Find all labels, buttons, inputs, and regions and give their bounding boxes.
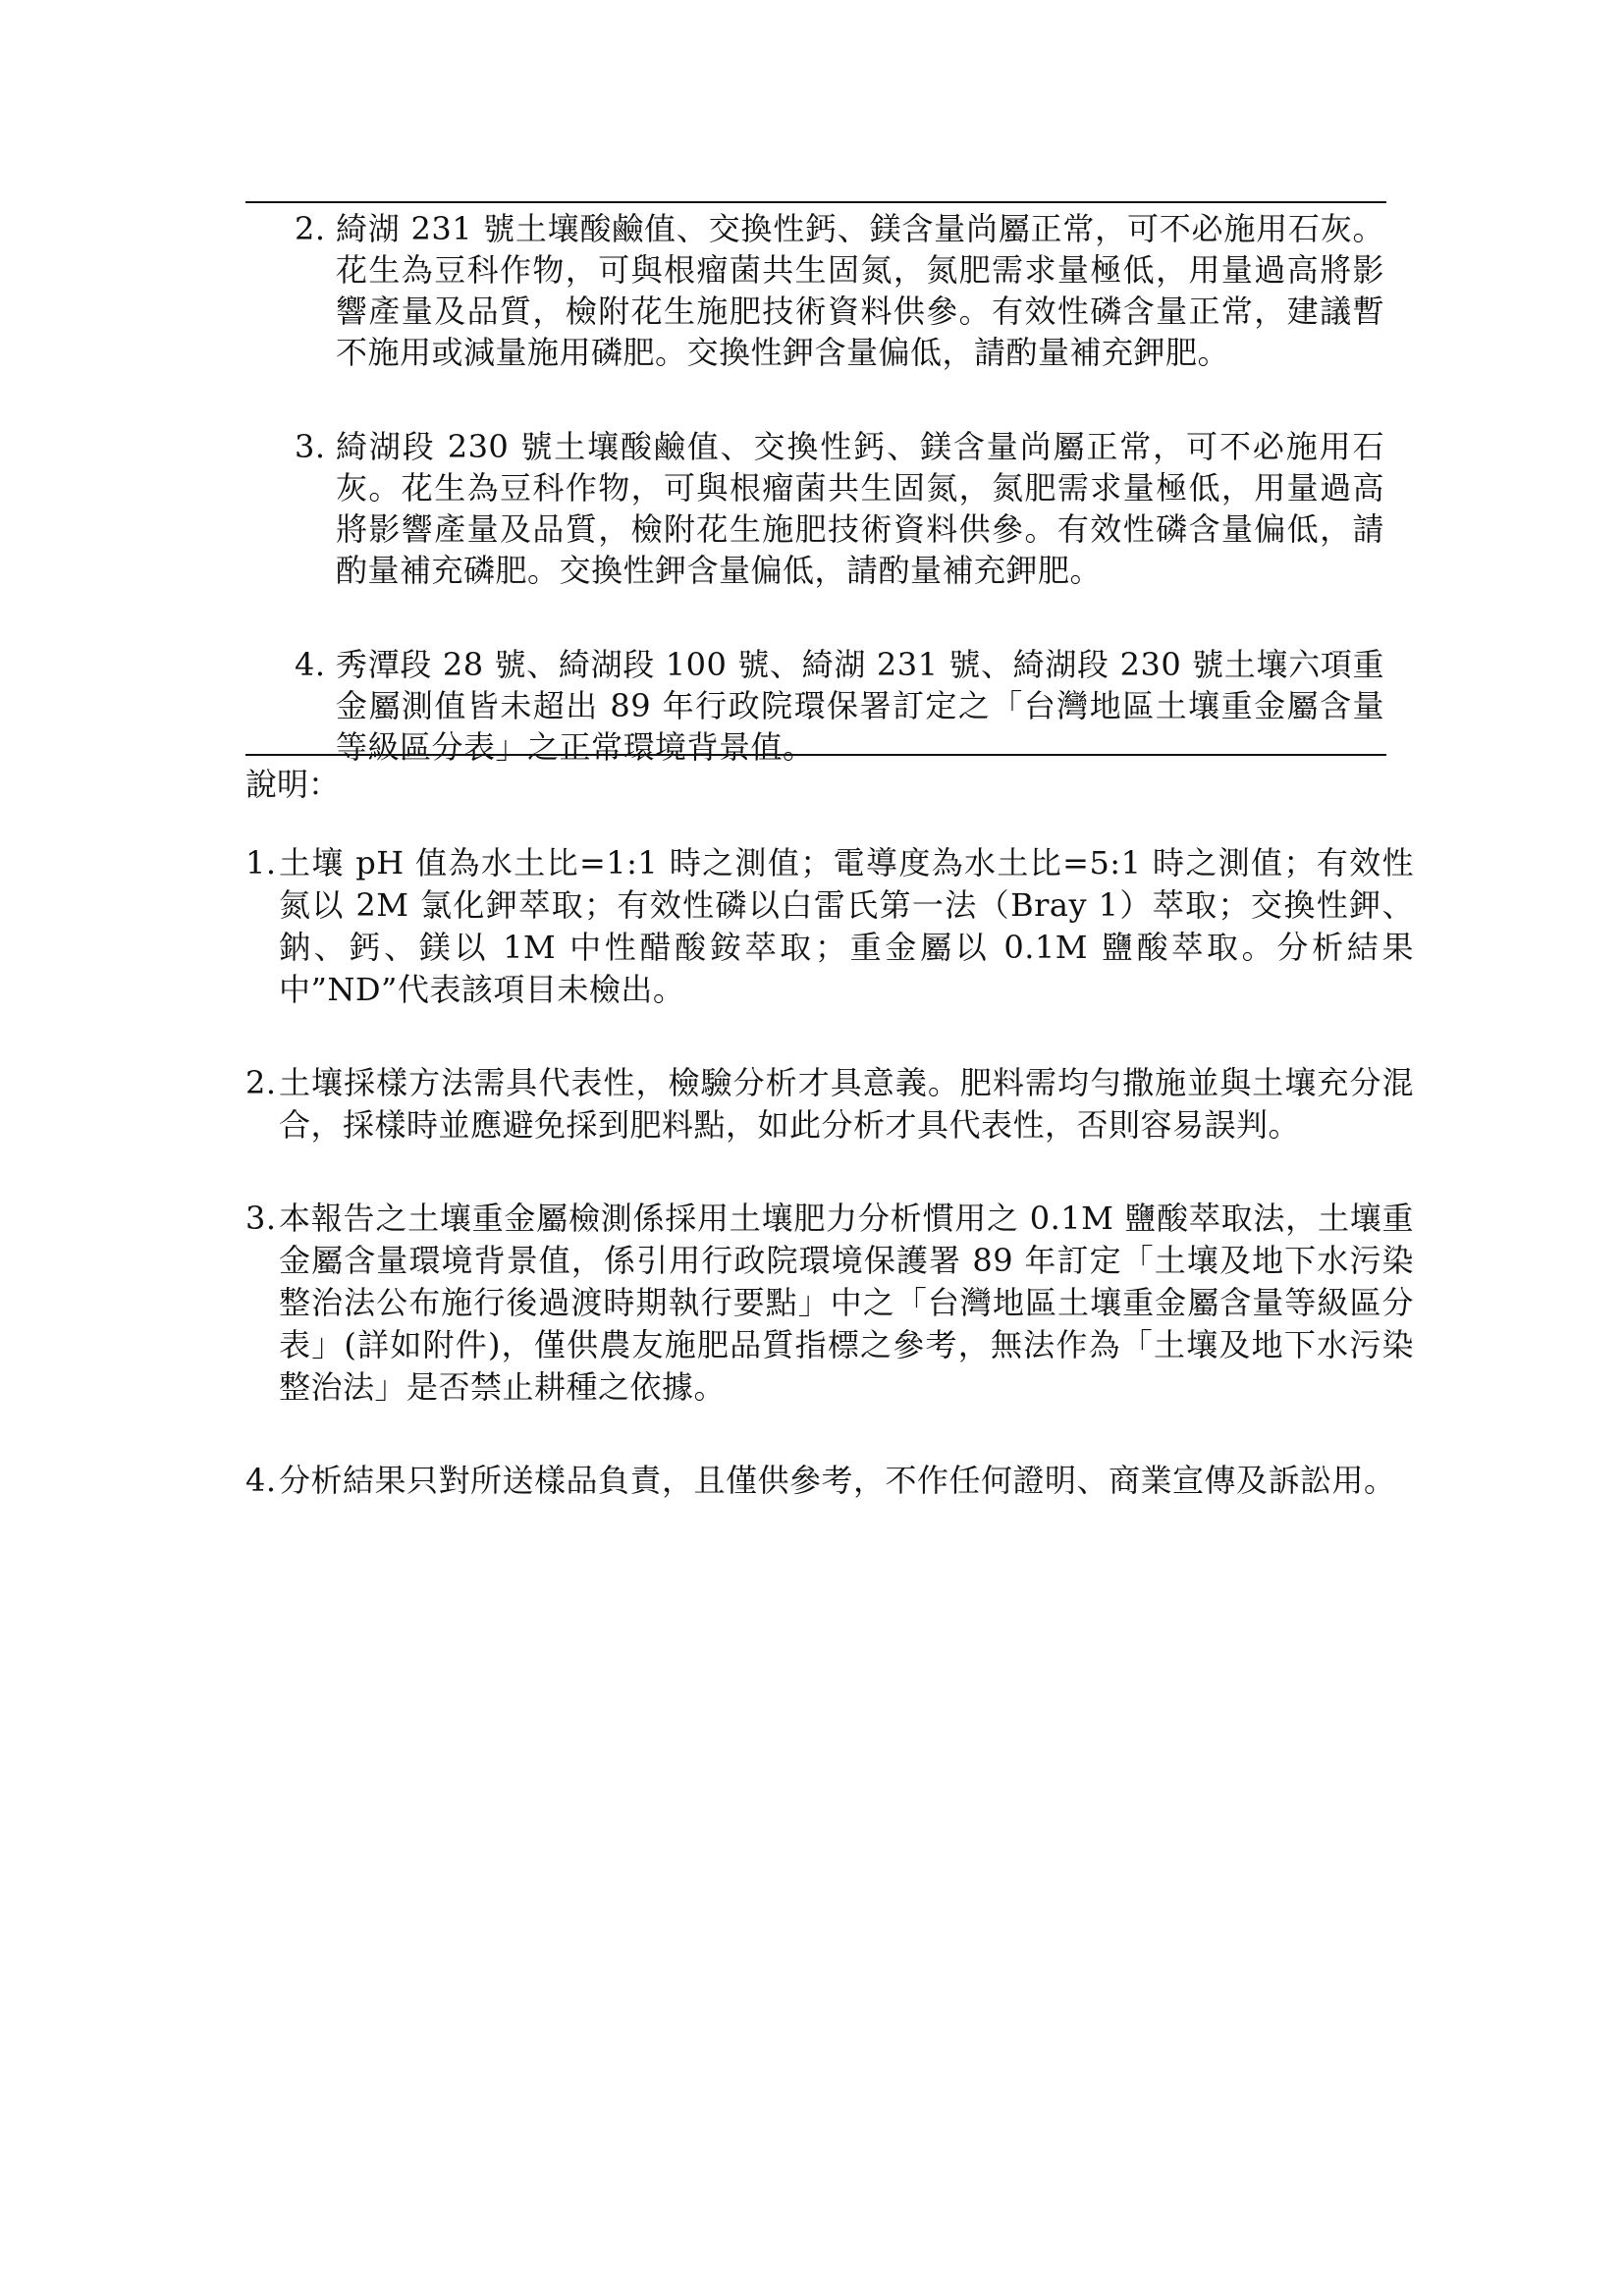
note-text: 本報告之土壤重金屬檢測係採用土壤肥力分析慣用之 0.1M 鹽酸萃取法，土壤重金屬含量環境背景值，係引用行政院環境保護署 89 年訂定「土壤及地下水污染整治法公布施行後過渡時期執行要點」中之「台灣地區土壤重金屬含量等級區分表」(詳如附件)，僅供農友施肥品質指標之參考，無法作為「土壤及地下水污染整治法」是否禁止耕種之依據。 <box>279 1200 1414 1406</box>
conclusion-number: 3. <box>295 428 326 465</box>
notes-heading: 說明： <box>245 766 341 803</box>
note-item-1 <box>245 842 1414 1011</box>
note-number: 3. <box>245 1200 277 1237</box>
note-number: 4. <box>245 1462 277 1499</box>
conclusion-item-3 <box>295 426 1384 591</box>
note-text: 土壤 pH 值為水土比=1:1 時之測值；電導度為水土比=5:1 時之測值；有效性氮以 2M 氯化鉀萃取；有效性磷以白雷氏第一法（Bray 1）萃取；交換性鉀、鈉、鈣、鎂以 1M 中性醋酸銨萃取；重金屬以 0.1M 鹽酸萃取。分析結果中”ND”代表該項目未檢出。 <box>279 844 1414 1008</box>
note-item-4 <box>245 1460 1414 1502</box>
table-top-border <box>245 201 1386 203</box>
conclusion-text: 秀潭段 28 號、綺湖段 100 號、綺湖 231 號、綺湖段 230 號土壤六項重金屬測值皆未超出 89 年行政院環保署訂定之「台灣地區土壤重金屬含量等級區分表」之正常環境背景值。 <box>336 646 1384 766</box>
conclusion-item-4 <box>295 644 1384 768</box>
note-text: 分析結果只對所送樣品負責，且僅供參考，不作任何證明、商業宣傳及訴訟用。 <box>279 1462 1396 1499</box>
conclusion-number: 4. <box>295 646 326 683</box>
note-item-2 <box>245 1062 1414 1147</box>
note-number: 1. <box>245 844 277 881</box>
note-item-3 <box>245 1198 1414 1409</box>
note-number: 2. <box>245 1064 277 1101</box>
conclusion-text: 綺湖 231 號土壤酸鹼值、交換性鈣、鎂含量尚屬正常，可不必施用石灰。花生為豆科作物，可與根瘤菌共生固氮，氮肥需求量極低，用量過高將影響產量及品質，檢附花生施肥技術資料供參。有效性磷含量正常，建議暫不施用或減量施用磷肥。交換性鉀含量偏低，請酌量補充鉀肥。 <box>336 210 1384 371</box>
conclusion-item-2 <box>295 208 1384 373</box>
notes-list <box>245 842 1414 1553</box>
conclusion-number: 2. <box>295 210 326 247</box>
conclusions-list <box>295 208 1384 768</box>
table-bottom-border <box>245 754 1386 756</box>
conclusion-text: 綺湖段 230 號土壤酸鹼值、交換性鈣、鎂含量尚屬正常，可不必施用石灰。花生為豆科作物，可與根瘤菌共生固氮，氮肥需求量極低，用量過高將影響產量及品質，檢附花生施肥技術資料供參。有效性磷含量偏低，請酌量補充磷肥。交換性鉀含量偏低，請酌量補充鉀肥。 <box>336 428 1384 589</box>
note-text: 土壤採樣方法需具代表性，檢驗分析才具意義。肥料需均勻撒施並與土壤充分混合，採樣時並應避免採到肥料點，如此分析才具代表性，否則容易誤判。 <box>279 1064 1414 1144</box>
